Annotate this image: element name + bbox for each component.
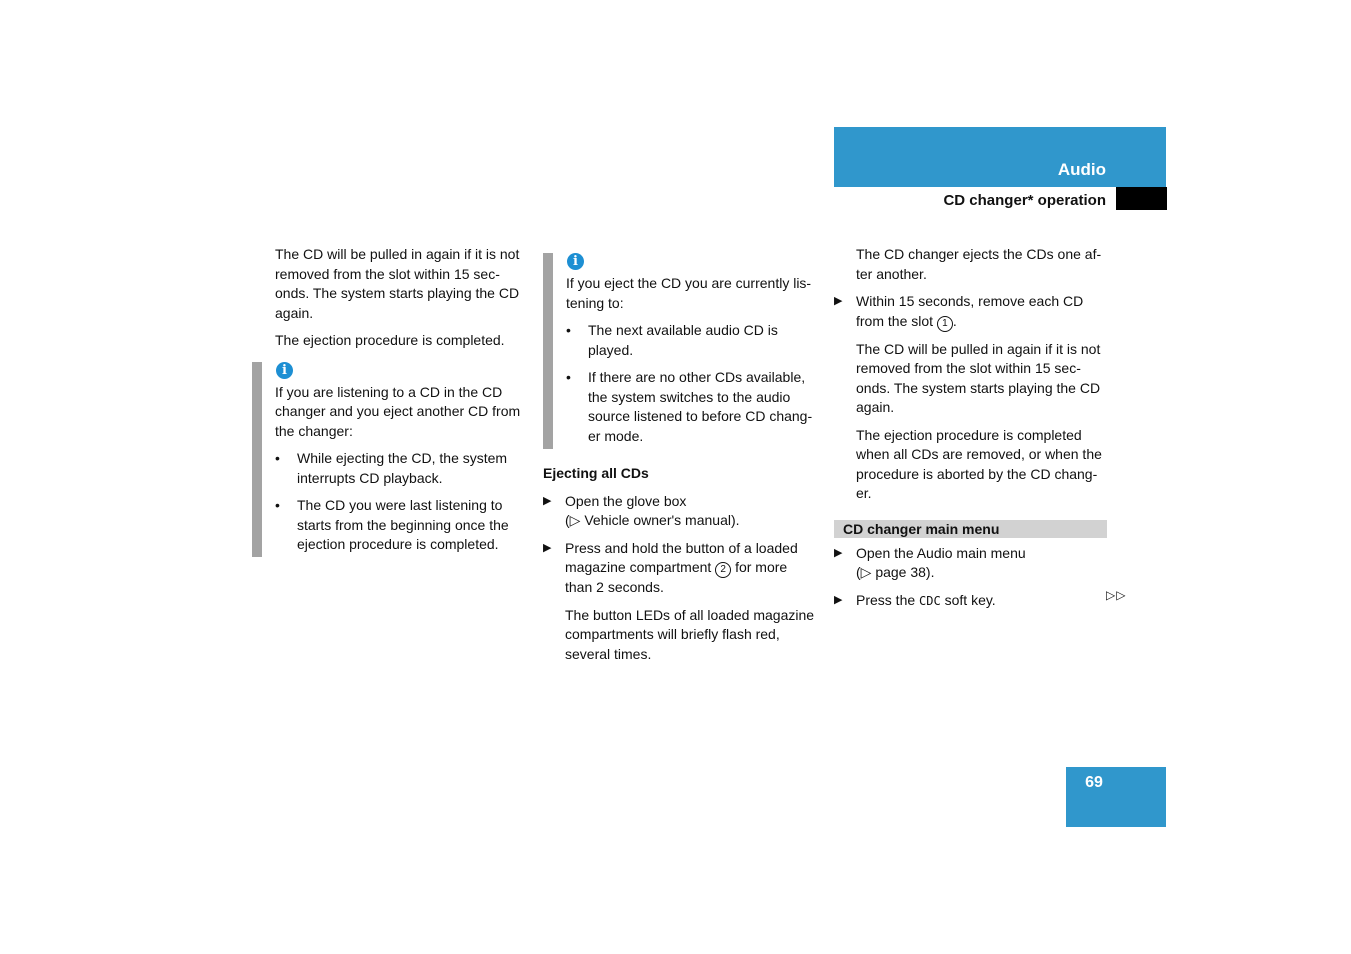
step-item: ▶ Within 15 seconds, remove each CD from the slot 1 . <box>834 292 1107 332</box>
subheading: Ejecting all CDs <box>543 465 649 481</box>
paragraph: The CD will be pulled in again if it is not removed from the slot within 15 sec-onds. The system starts playing the CD again. <box>275 246 520 321</box>
column-1 <box>252 245 524 557</box>
paragraph: The CD will be pulled in again if it is not removed from the slot within 15 sec-onds. The system starts playing the CD again. <box>856 340 1101 415</box>
list-item: • The next available audio CD is played. <box>566 321 818 360</box>
chapter-title: Audio <box>1057 160 1106 179</box>
soft-key-label: CDC <box>919 593 941 608</box>
info-icon: i <box>567 253 584 270</box>
step-item: ▶ Open the glove box (▷ Vehicle owner's manual). <box>543 492 740 528</box>
info-box <box>543 253 818 449</box>
step-arrow-icon: ▶ <box>543 494 552 507</box>
info-bar <box>252 362 262 557</box>
paragraph: The button LEDs of all loaded magazine compartments will briefly flash red, several times. <box>565 606 815 662</box>
info-icon: i <box>276 362 293 379</box>
info-bar <box>543 253 553 449</box>
paragraph: The ejection procedure is completed. <box>275 332 505 348</box>
callout-number: 2 <box>715 562 731 578</box>
list-item: • While ejecting the CD, the system interrupts CD playback. <box>275 449 524 488</box>
paragraph: The ejection procedure is completed when all CDs are removed, or when the procedure is aborted by the CD chang-er. <box>856 426 1102 501</box>
column-2 <box>543 253 818 672</box>
section-title: CD changer* operation <box>943 192 1106 209</box>
info-text: If you are listening to a CD in the CD changer and you eject another CD from the changer: <box>275 383 521 439</box>
info-text: If you eject the CD you are currently lis-tening to: <box>566 275 812 311</box>
list-item: • The CD you were last listening to starts from the beginning once the ejection procedure is completed. <box>275 496 524 555</box>
subheading-bar: CD changer main menu <box>834 520 1107 538</box>
continue-icon: ▷▷ <box>1106 588 1127 602</box>
step-arrow-icon: ▶ <box>543 541 552 554</box>
callout-number: 1 <box>937 316 953 332</box>
section-marker <box>1116 187 1167 210</box>
column-3 <box>834 245 1107 619</box>
paragraph: The CD changer ejects the CDs one af-ter another. <box>856 246 1102 282</box>
info-box <box>252 362 524 557</box>
step-item: ▶ Press the CDC soft key. <box>834 591 1107 612</box>
step-arrow-icon: ▶ <box>834 546 843 559</box>
page-number-box <box>1066 767 1166 827</box>
step-arrow-icon: ▶ <box>834 593 843 606</box>
step-item: ▶ Press and hold the button of a loaded magazine compartment 2 for more than 2 seconds. <box>543 539 798 595</box>
page-number: 69 <box>1085 774 1103 791</box>
step-arrow-icon: ▶ <box>834 295 843 307</box>
step-item: ▶ Open the Audio main menu (▷ page 38). <box>834 544 1026 580</box>
list-item: • If there are no other CDs available, the system switches to the audio source listened to before CD chang-er mode. <box>566 368 818 446</box>
